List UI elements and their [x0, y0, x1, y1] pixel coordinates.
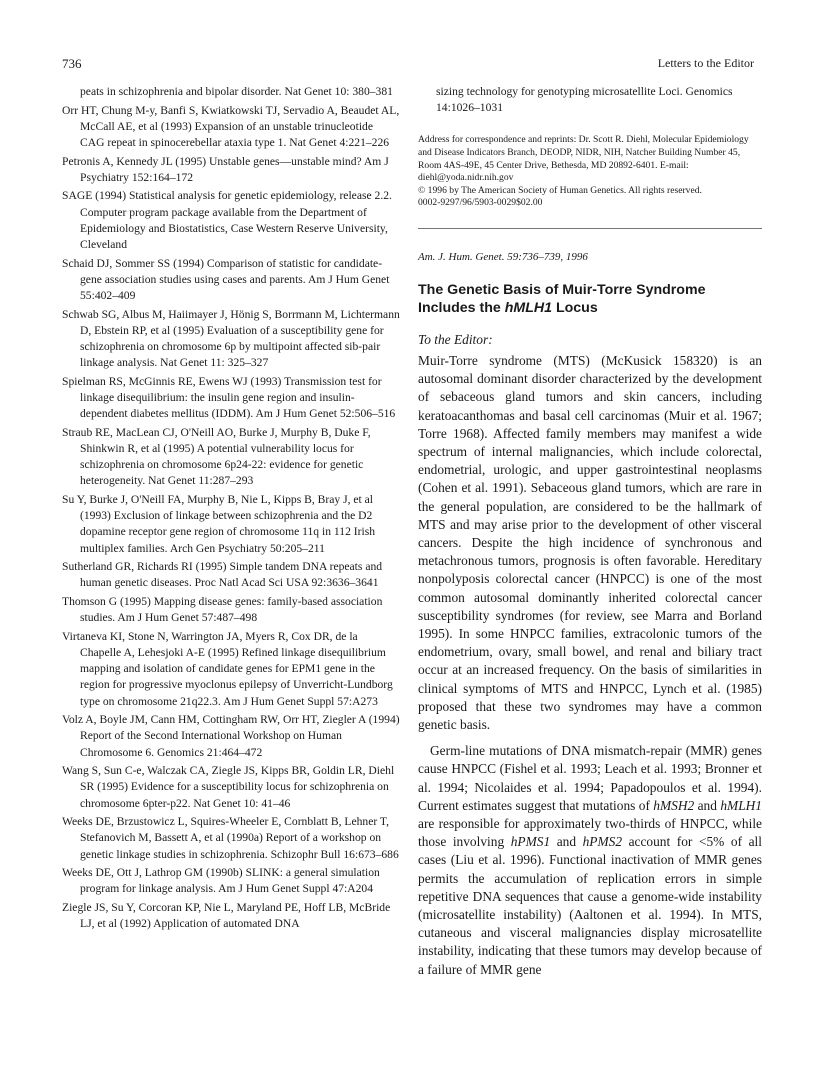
reference-item: Wang S, Sun C-e, Walczak CA, Ziegle JS, Kipps BR, Goldin LR, Diehl SR (1995) Evidence for a susceptibility locus for schizophrenia on chromosome 6pter-p22. Nat Genet 10: 41–46	[62, 764, 395, 810]
reference-item: Thomson G (1995) Mapping disease genes: family-based association studies. Am J Hum Genet 57:487–498	[62, 595, 383, 625]
left-column-references	[62, 84, 400, 935]
correspondence-address: Address for correspondence and reprints: Dr. Scott R. Diehl, Molecular Epidemiology and Disease Indicators Branch, DEODP, NIDR, NIH, Natcher Building Number 45, Room 4AS-49E, 45 Center Drive, Bethesda, MD 20892-6401. E-mail: diehl@yoda.nidr.nih.gov	[418, 134, 749, 184]
reference-item: Straub RE, MacLean CJ, O'Neill AO, Burke J, Murphy B, Duke F, Shinkwin R, et al (1995) A potential vulnerability locus for schizophrenia on chromosome 6p24-22: evidence for genetic heterogeneity. Nat Genet 11:287–293	[62, 425, 371, 488]
reference-item: Schaid DJ, Sommer SS (1994) Comparison of statistic for candidate-gene association studies using cases and parents. Am J Hum Genet 55:402–409	[62, 256, 390, 302]
gene-name: hPMS1	[510, 834, 551, 850]
conjunction: and	[550, 834, 583, 850]
reference-item: Volz A, Boyle JM, Cann HM, Cottingham RW, Orr HT, Ziegler A (1994) Report of the Second International Workshop on Human Chromosome 6. Genomics 21:464–472	[62, 713, 400, 759]
reference-item: Virtaneva KI, Stone N, Warrington JA, Myers R, Cox DR, de la Chapelle A, Lehesjoki A-E (1995) Refined linkage disequilibrium mapping and isolation of candidate genes for EPM1 gene in the region for progressive myoclonus epilepsy of Unverricht-Lundborg type on chromosome 21q22.3. Am J Hum Genet Suppl 57:A273	[62, 629, 393, 708]
page-header	[62, 56, 754, 76]
reference-item: Petronis A, Kennedy JL (1995) Unstable genes—unstable mind? Am J Psychiatry 152:164–172	[62, 154, 389, 184]
reference-item: Weeks DE, Brzustowicz L, Squires-Wheeler E, Cornblatt B, Lehner T, Stefanovich M, Bassett A, et al (1990a) Report of a workshop on genetic linkage studies in schizophrenia. Schizophr Bull 16:673–686	[62, 815, 399, 861]
copyright-notice: © 1996 by The American Society of Human Genetics. All rights reserved.	[418, 184, 702, 196]
reference-item: Spielman RS, McGinnis RE, Ewens WJ (1993) Transmission test for linkage disequilibrium: the insulin gene region and insulin-dependent diabetes mellitus (IDDM). Am J Hum Genet 52:506–516	[62, 374, 396, 421]
paragraph-text: account for <5% of all cases (Liu et al. 1996). Functional inactivation of MMR genes permits the accumulation of replication errors in simple repetitive DNA sequences that cause a genome-wide instability (microsatellite instability) (Aaltonen et al. 1994). In MTS, cutaneous and visceral malignancies display microsatellite instability, indicating that these tumors may develop because of a failure of MMR gene	[418, 834, 762, 977]
reference-item: Weeks DE, Ott J, Lathrop GM (1990b) SLINK: a general simulation program for linkage analysis. Am J Hum Genet Suppl 47:A204	[62, 866, 380, 896]
letter-title	[418, 281, 762, 318]
title-suffix: Locus	[552, 300, 598, 317]
reference-item: Schwab SG, Albus M, Haiimayer J, Hönig S, Borrmann M, Lichtermann D, Ebstein RP, et al (1995) Evaluation of a susceptibility gene for schizophrenia on chromosome 6p by multipoint affected sib-pair linkage analysis. Nat Genet 11: 325–327	[62, 307, 400, 370]
issn-code: 0002-9297/96/5903-0029$02.00	[418, 197, 543, 209]
journal-citation: Am. J. Hum. Genet. 59:736–739, 1996	[418, 250, 588, 263]
reference-continuation: sizing technology for genotyping microsatellite Loci. Genomics 14:1026–1031	[436, 85, 733, 115]
right-column	[418, 84, 762, 987]
paragraph-text: Germ-line mutations of DNA mismatch-repair (MMR) genes cause HNPCC (Fishel et al. 1993; Leach et al. 1993; Bronner et al. 1994; Nicolaides et al. 1994; Papadopoulos et al. 1994). Current estimates suggest that mutations of	[418, 743, 762, 813]
gene-name: hPMS2	[582, 834, 623, 850]
body-paragraph-1: Muir-Torre syndrome (MTS) (McKusick 158320) is an autosomal dominant disorder characterized by the development of sebaceous gland tumors and skin cancers, including keratoacanthomas and basal cell carcinomas (Muir et al. 1967; Torre 1968). Affected family members may manifest a wide spectrum of internal malignancies, which include colorectal, endometrial, urologic, and upper gastrointestinal neoplasms (Cohen et al. 1991). Sebaceous gland tumors, which are rare in the general population, are considered to be the hallmark of MTS and may arise prior to the development of other visceral cancers. Despite the high incidence of synchronous and metachronous tumors, prognosis is often favorable. Hereditary nonpolyposis colorectal cancer (HNPCC) is one of the most common autosomal dominantly inherited colorectal cancer susceptibility syndromes (for review, see Marra and Borland 1995). In some HNPCC families, extracolonic tumors of the endometrium, ovary, small bowel, and renal and biliary tract occur at an increased frequency. On the basis of similarities in clinical symptoms of MTS and HNPCC, Lynch et al. (1985) proposed that these two syndromes may have a common genetic basis.	[418, 352, 762, 733]
paragraph-text: are responsible for approximately two-thirds of HNPCC, while those involving	[418, 816, 762, 850]
gene-name: hMSH2	[653, 797, 695, 813]
conjunction: and	[694, 797, 721, 813]
reference-item: peats in schizophrenia and bipolar disorder. Nat Genet 10: 380–381	[80, 85, 393, 98]
gene-name: hMLH1	[720, 797, 763, 813]
reference-item: Su Y, Burke J, O'Neill FA, Murphy B, Nie L, Kipps B, Bray J, et al (1993) Exclusion of linkage between schizophrenia and the D2 dopamine receptor gene region of chromosome 11q in 112 Irish multiplex families. Arch Gen Psychiatry 50:205–211	[62, 493, 376, 555]
reference-item: Orr HT, Chung M-y, Banfi S, Kwiatkowski TJ, Servadio A, Beaudet AL, McCall AE, et al (1993) Expansion of an unstable trinucleotide CAG repeat in spinocerebellar ataxia type 1. Nat Genet 4:221–226	[62, 103, 400, 149]
salutation: To the Editor:	[418, 331, 493, 347]
reference-item: Sutherland GR, Richards RI (1995) Simple tandem DNA repeats and human genetic diseases. Proc Natl Acad Sci USA 92:3636–3641	[62, 560, 383, 590]
reference-item: Ziegle JS, Su Y, Corcoran KP, Nie L, Maryland PE, Hoff LB, McBride LJ, et al (1992) Application of automated DNA	[62, 901, 391, 931]
body-paragraph-2	[418, 742, 762, 979]
reference-item: SAGE (1994) Statistical analysis for genetic epidemiology, release 2.2. Computer program package available from the Department of Epidemiology and Biostatistics, Case Western Reserve University, Cleveland	[62, 189, 392, 251]
correspondence-block	[418, 134, 762, 210]
title-text: The Genetic Basis of Muir-Torre Syndrome Includes the	[418, 281, 706, 317]
divider	[418, 228, 762, 229]
page-number: 736	[62, 56, 82, 71]
section-title: Letters to the Editor	[657, 56, 754, 70]
title-gene: hMLH1	[504, 300, 553, 317]
